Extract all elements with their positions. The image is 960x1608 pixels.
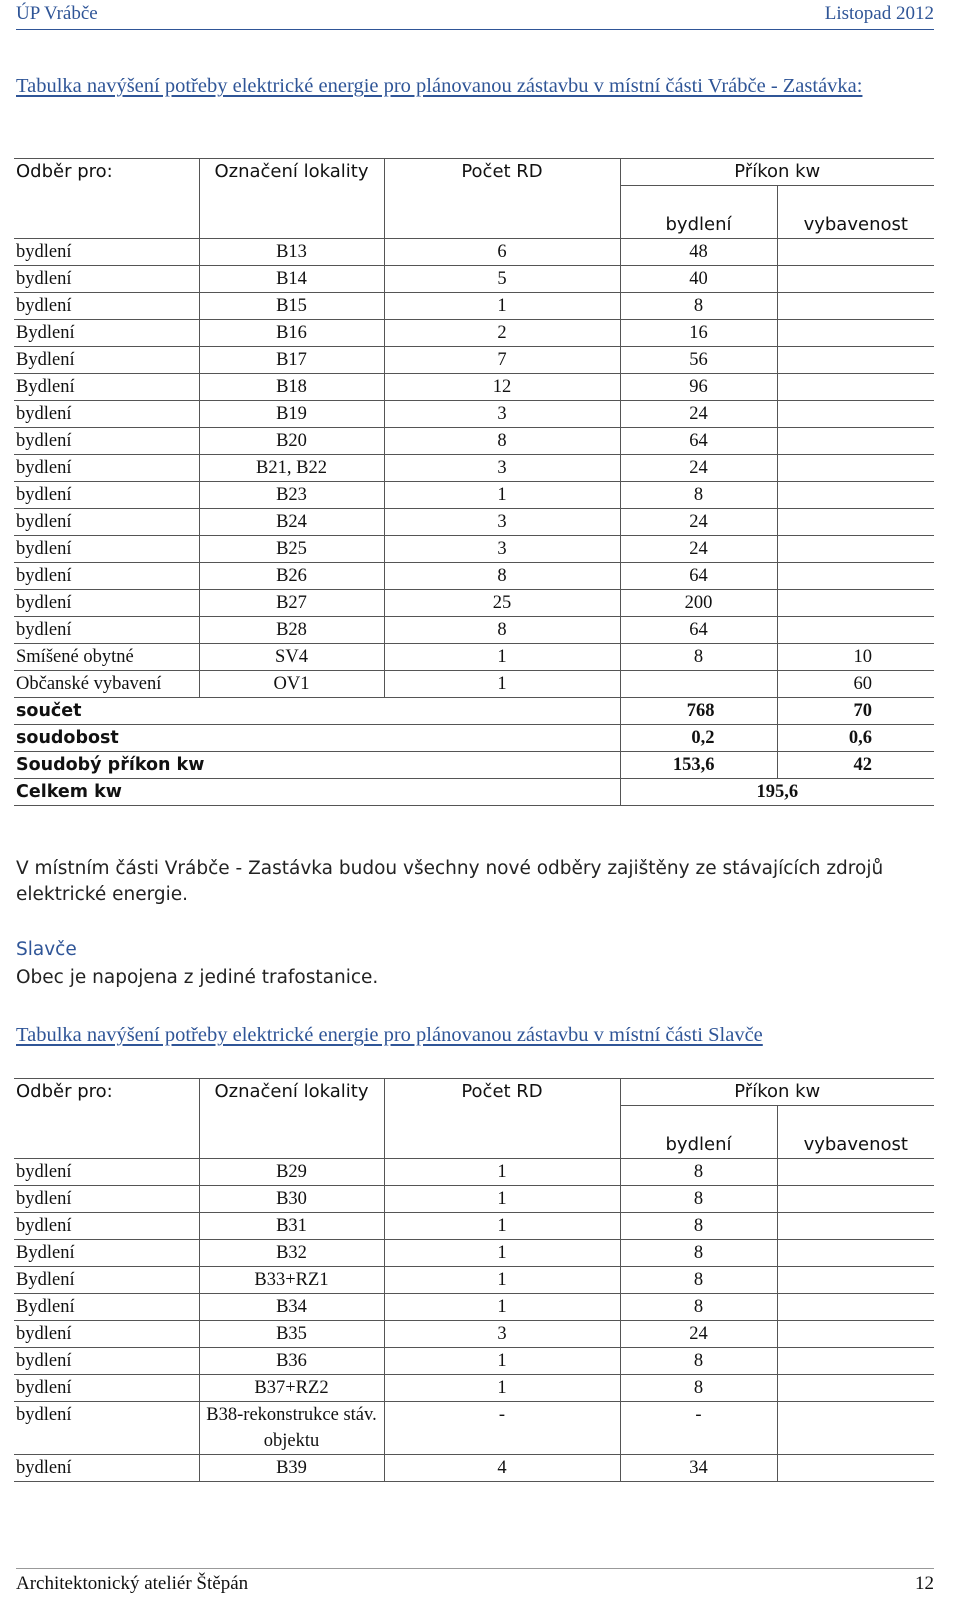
cell-count: 1	[384, 671, 620, 698]
soudoby-label: Soudobý příkon kw	[14, 752, 620, 779]
cell-vybavenost	[777, 1186, 934, 1213]
footer-atelier: Architektonický ateliér Štěpán	[16, 1573, 249, 1594]
section1-title: Tabulka navýšení potřeby elektrické energie pro plánovanou zástavbu v místní části Vrábče - Zastávka:	[16, 75, 863, 97]
cell-type: bydlení	[14, 239, 199, 266]
cell-bydleni: 24	[620, 401, 777, 428]
cell-vybavenost	[777, 590, 934, 617]
cell-vybavenost	[777, 1455, 934, 1482]
cell-count: 3	[384, 401, 620, 428]
paragraph-zastavka: V místním části Vrábče - Zastávka budou všechny nové odběry zajištěny ze stávajících zdrojů elektrické energie.	[16, 858, 884, 905]
cell-type: bydlení	[14, 563, 199, 590]
cell-vybavenost	[777, 1159, 934, 1186]
cell-vybavenost	[777, 239, 934, 266]
cell-count: 3	[384, 1321, 620, 1348]
col-pocet: Počet RD	[384, 1079, 620, 1133]
soudobost-bydleni: 0,2	[620, 725, 777, 752]
table-row	[14, 1186, 934, 1213]
cell-bydleni: 40	[620, 266, 777, 293]
cell-type: Bydlení	[14, 374, 199, 401]
cell-bydleni: 48	[620, 239, 777, 266]
table-row	[14, 1375, 934, 1402]
col-oznaceni: Označení lokality	[199, 1079, 384, 1133]
col-oznaceni: Označení lokality	[199, 159, 384, 213]
cell-bydleni: 96	[620, 374, 777, 401]
cell-vybavenost	[777, 1321, 934, 1348]
soudoby-bydleni: 153,6	[620, 752, 777, 779]
table-row	[14, 644, 934, 671]
cell-type: Bydlení	[14, 1267, 199, 1294]
cell-location: B27	[199, 590, 384, 617]
cell-vybavenost	[777, 1213, 934, 1240]
celkem-label: Celkem kw	[14, 779, 620, 806]
table-row	[14, 1213, 934, 1240]
table-row	[14, 617, 934, 644]
cell-type: bydlení	[14, 1186, 199, 1213]
cell-count: 12	[384, 374, 620, 401]
cell-bydleni: 8	[620, 1186, 777, 1213]
cell-location: B37+RZ2	[199, 1375, 384, 1402]
cell-type: Bydlení	[14, 1240, 199, 1267]
soucet-label: součet	[14, 698, 620, 725]
cell-vybavenost	[777, 617, 934, 644]
cell-bydleni: 34	[620, 1455, 777, 1482]
cell-bydleni: 64	[620, 428, 777, 455]
cell-count: 1	[384, 293, 620, 320]
col-vybavenost: vybavenost	[803, 214, 908, 235]
cell-location: B34	[199, 1294, 384, 1321]
cell-vybavenost	[777, 563, 934, 590]
table-row	[14, 266, 934, 293]
cell-type: bydlení	[14, 428, 199, 455]
cell-count: 1	[384, 1267, 620, 1294]
soudobost-vyb: 0,6	[848, 728, 873, 748]
cell-count: 1	[384, 482, 620, 509]
col-pocet: Počet RD	[384, 159, 620, 213]
cell-type: Smíšené obytné	[14, 644, 199, 671]
page-footer	[16, 1568, 934, 1595]
cell-count: 7	[384, 347, 620, 374]
page-number: 12	[915, 1573, 934, 1594]
cell-count: 1	[384, 1159, 620, 1186]
cell-count: 6	[384, 239, 620, 266]
cell-count: 1	[384, 644, 620, 671]
cell-count: 1	[384, 1186, 620, 1213]
cell-location: B16	[199, 320, 384, 347]
cell-location: B30	[199, 1186, 384, 1213]
cell-vybavenost	[777, 455, 934, 482]
cell-bydleni: 8	[620, 1240, 777, 1267]
cell-location: B29	[199, 1159, 384, 1186]
cell-bydleni: 8	[620, 1213, 777, 1240]
cell-location: B31	[199, 1213, 384, 1240]
table-row	[14, 1321, 934, 1348]
cell-bydleni: 8	[620, 644, 777, 671]
cell-bydleni: 8	[620, 1294, 777, 1321]
cell-location: B39	[199, 1455, 384, 1482]
cell-type: bydlení	[14, 293, 199, 320]
cell-count: 1	[384, 1213, 620, 1240]
cell-count: 1	[384, 1240, 620, 1267]
cell-type: bydlení	[14, 1455, 199, 1482]
col-prikon: Příkon kw	[620, 159, 934, 186]
cell-type: bydlení	[14, 1213, 199, 1240]
table-row	[14, 293, 934, 320]
cell-count: 8	[384, 617, 620, 644]
cell-location: B20	[199, 428, 384, 455]
cell-location: B33+RZ1	[199, 1267, 384, 1294]
cell-count: 4	[384, 1455, 620, 1482]
cell-bydleni: 200	[620, 590, 777, 617]
cell-location: B21, B22	[199, 455, 384, 482]
cell-bydleni	[620, 671, 777, 698]
cell-type: Občanské vybavení	[14, 671, 199, 698]
table-row	[14, 1402, 934, 1455]
cell-bydleni: 24	[620, 536, 777, 563]
cell-type: bydlení	[14, 455, 199, 482]
cell-vybavenost	[777, 1348, 934, 1375]
table-row	[14, 455, 934, 482]
table-slavce	[14, 1078, 934, 1482]
cell-type: bydlení	[14, 401, 199, 428]
cell-vybavenost	[777, 266, 934, 293]
cell-vybavenost	[777, 347, 934, 374]
col-vybavenost: vybavenost	[803, 1134, 908, 1155]
cell-type: bydlení	[14, 509, 199, 536]
cell-location: OV1	[199, 671, 384, 698]
table-row	[14, 1159, 934, 1186]
table-row	[14, 1348, 934, 1375]
cell-bydleni: 24	[620, 1321, 777, 1348]
cell-bydleni: 8	[620, 1159, 777, 1186]
cell-location: B13	[199, 239, 384, 266]
header-date: Listopad 2012	[824, 3, 934, 24]
cell-bydleni: 8	[620, 482, 777, 509]
cell-vybavenost	[777, 1294, 934, 1321]
col-bydleni: bydlení	[620, 1132, 777, 1159]
cell-type: bydlení	[14, 590, 199, 617]
celkem-value: 195,6	[756, 782, 799, 802]
table-row	[14, 1267, 934, 1294]
cell-bydleni: 24	[620, 509, 777, 536]
cell-count: 1	[384, 1294, 620, 1321]
cell-type: Bydlení	[14, 320, 199, 347]
table-row	[14, 590, 934, 617]
soucet-bydleni: 768	[620, 698, 777, 725]
table-row	[14, 428, 934, 455]
cell-bydleni: 8	[620, 1375, 777, 1402]
slavce-heading: Slavče	[16, 939, 77, 960]
cell-location: B28	[199, 617, 384, 644]
cell-count: 8	[384, 563, 620, 590]
cell-count: 3	[384, 536, 620, 563]
cell-location: B17	[199, 347, 384, 374]
table-row	[14, 671, 934, 698]
cell-vybavenost	[777, 509, 934, 536]
cell-type: bydlení	[14, 1321, 199, 1348]
cell-count: 3	[384, 455, 620, 482]
table-row	[14, 509, 934, 536]
cell-location: B15	[199, 293, 384, 320]
page-header	[16, 3, 934, 30]
cell-location: B32	[199, 1240, 384, 1267]
cell-vybavenost	[777, 320, 934, 347]
soucet-vyb: 70	[853, 701, 873, 721]
cell-type: bydlení	[14, 1159, 199, 1186]
col-prikon: Příkon kw	[620, 1079, 934, 1106]
cell-bydleni: 56	[620, 347, 777, 374]
cell-count: -	[384, 1402, 620, 1455]
table-row	[14, 536, 934, 563]
cell-count: 5	[384, 266, 620, 293]
cell-bydleni: 8	[620, 1267, 777, 1294]
cell-location: B26	[199, 563, 384, 590]
cell-vybavenost	[777, 293, 934, 320]
header-title: ÚP Vrábče	[16, 3, 98, 24]
cell-location: B18	[199, 374, 384, 401]
cell-location: SV4	[199, 644, 384, 671]
cell-count: 3	[384, 509, 620, 536]
cell-location: B23	[199, 482, 384, 509]
cell-location: B24	[199, 509, 384, 536]
cell-type: bydlení	[14, 536, 199, 563]
soudoby-vyb: 42	[853, 755, 873, 775]
cell-count: 25	[384, 590, 620, 617]
section2-title: Tabulka navýšení potřeby elektrické energie pro plánovanou zástavbu v místní části Slavče	[16, 1024, 763, 1046]
cell-count: 8	[384, 428, 620, 455]
table-vrabce-zastavka	[14, 158, 934, 806]
cell-type: bydlení	[14, 1375, 199, 1402]
cell-location: B19	[199, 401, 384, 428]
cell-vybavenost: 60	[853, 674, 873, 694]
table-row	[14, 239, 934, 266]
cell-vybavenost	[777, 536, 934, 563]
soudobost-label: soudobost	[14, 725, 620, 752]
col-bydleni: bydlení	[620, 212, 777, 239]
table-row	[14, 482, 934, 509]
cell-vybavenost	[777, 374, 934, 401]
cell-count: 1	[384, 1348, 620, 1375]
cell-vybavenost	[777, 1402, 934, 1455]
cell-type: bydlení	[14, 1348, 199, 1375]
table-row	[14, 1240, 934, 1267]
col-odber: Odběr pro:	[14, 159, 199, 186]
cell-type: bydlení	[14, 1402, 199, 1455]
cell-vybavenost: 10	[853, 647, 873, 667]
cell-location: B35	[199, 1321, 384, 1348]
cell-bydleni: 64	[620, 617, 777, 644]
cell-location: B36	[199, 1348, 384, 1375]
slavce-text: Obec je napojena z jediné trafostanice.	[16, 967, 379, 988]
cell-bydleni: 16	[620, 320, 777, 347]
cell-count: 1	[384, 1375, 620, 1402]
cell-count: 2	[384, 320, 620, 347]
cell-vybavenost	[777, 482, 934, 509]
cell-bydleni: 8	[620, 1348, 777, 1375]
cell-vybavenost	[777, 401, 934, 428]
table-row	[14, 401, 934, 428]
table-row	[14, 563, 934, 590]
cell-location: B25	[199, 536, 384, 563]
table-row	[14, 1294, 934, 1321]
cell-type: Bydlení	[14, 1294, 199, 1321]
table-row	[14, 1455, 934, 1482]
cell-location: B14	[199, 266, 384, 293]
cell-type: bydlení	[14, 482, 199, 509]
cell-bydleni: 64	[620, 563, 777, 590]
cell-type: bydlení	[14, 617, 199, 644]
table-row	[14, 374, 934, 401]
table-row	[14, 320, 934, 347]
cell-vybavenost	[777, 1267, 934, 1294]
cell-vybavenost	[777, 1375, 934, 1402]
cell-bydleni: 24	[620, 455, 777, 482]
cell-bydleni: -	[620, 1402, 777, 1455]
table-row	[14, 347, 934, 374]
cell-type: Bydlení	[14, 347, 199, 374]
cell-location: B38-rekonstrukce stáv. objektu	[199, 1402, 384, 1455]
cell-vybavenost	[777, 428, 934, 455]
cell-bydleni: 8	[620, 293, 777, 320]
col-odber: Odběr pro:	[14, 1079, 199, 1106]
cell-type: bydlení	[14, 266, 199, 293]
cell-vybavenost	[777, 1240, 934, 1267]
